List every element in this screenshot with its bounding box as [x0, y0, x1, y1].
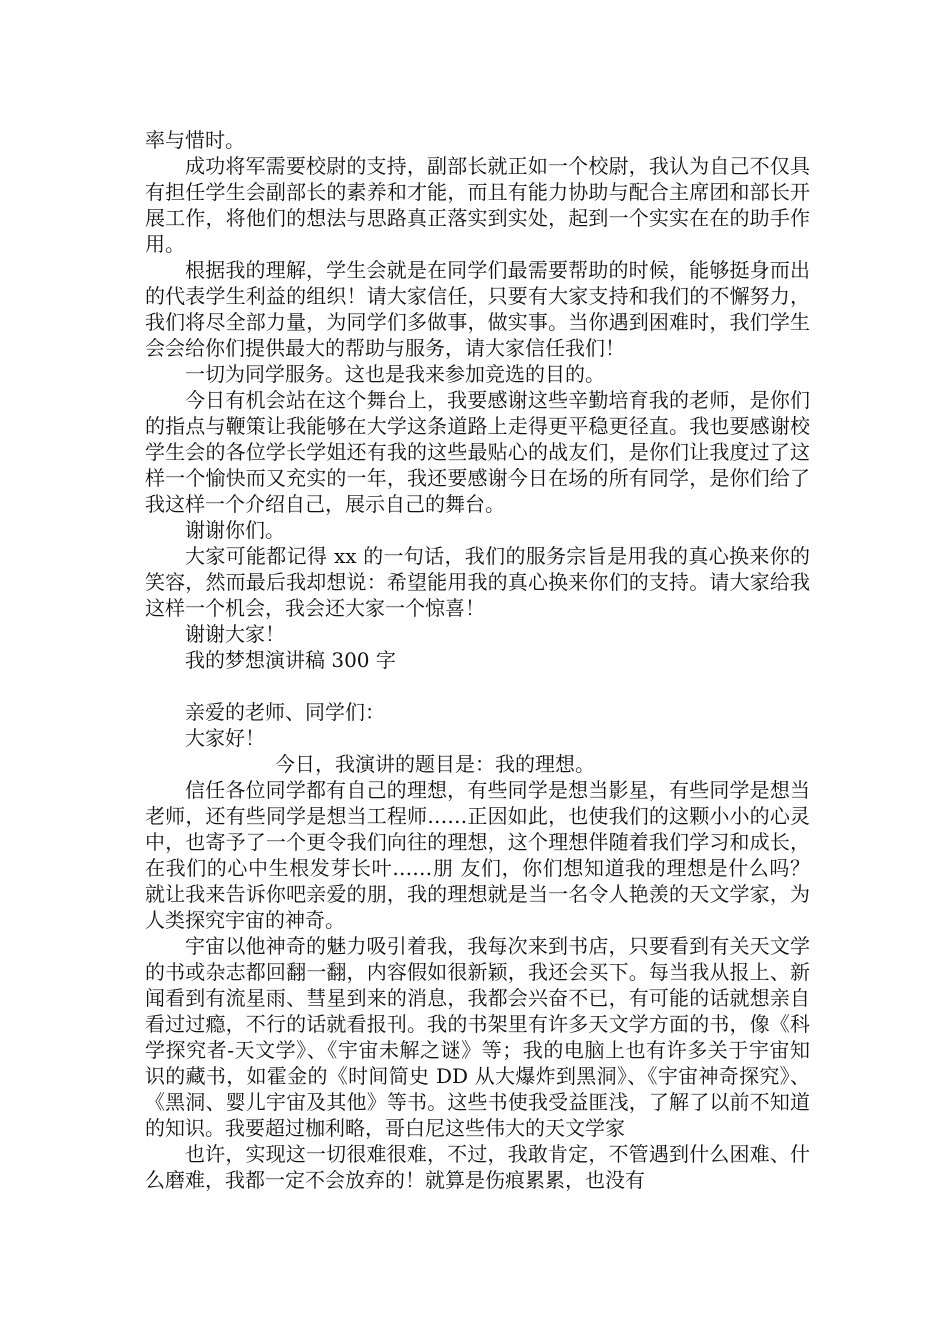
- paragraph-ideals: 信任各位同学都有自己的理想，有些同学是想当影星，有些同学是想当老师，还有些同学是想当工程师……正因如此，也使我们的这颗小小的心灵中，也寄予了一个更令我们向往的理想，这个理想伴随着我们学习和成长，在我们的心中生根发芽长叶……朋 友们，你们想知道我的理想是什么吗？就让我来告诉你吧亲爱的朋，我的理想就是当一名令人艳羡的天文学家，为人类探究宇宙的神奇。: [145, 778, 810, 932]
- speech-topic: 今日，我演讲的题目是：我的理想。: [275, 752, 595, 776]
- paragraph-thank-everyone: 谢谢大家！: [185, 622, 285, 646]
- paragraph-thank-you: 谢谢你们。: [185, 518, 285, 542]
- section-title: 我的梦想演讲稿 300 字: [185, 648, 396, 672]
- document-body: [145, 127, 810, 1193]
- paragraph-service-motto: 大家可能都记得 xx 的一句话，我们的服务宗旨是用我的真心换来你的笑容，然而最后我却想说：希望能用我的真心换来你们的支持。请大家给我这样一个机会，我会还大家一个惊喜！: [145, 544, 810, 620]
- paragraph-continuation: 率与惜时。: [145, 128, 245, 152]
- paragraph-thanks-teachers: 今日有机会站在这个舞台上，我要感谢这些辛勤培育我的老师，是你们的指点与鞭策让我能够在大学这条道路上走得更平稳更径直。我也要感谢校学生会的各位学长学姐还有我的这些最贴心的战友们，是你们让我度过了这样一个愉快而又充实的一年，我还要感谢今日在场的所有同学，是你们给了我这样一个介绍自己，展示自己的舞台。: [145, 388, 810, 516]
- paragraph-student-union: 根据我的理解，学生会就是在同学们最需要帮助的时候，能够挺身而出的代表学生利益的组织！请大家信任，只要有大家支持和我们的不懈努力，我们将尽全部力量，为同学们多做事，做实事。当你遇到困难时，我们学生会会给你们提供最大的帮助与服务，请大家信任我们！: [145, 258, 810, 360]
- blank-line: [145, 673, 810, 699]
- paragraph-purpose: 一切为同学服务。这也是我来参加竞选的目的。: [185, 362, 605, 386]
- greeting: 大家好！: [185, 726, 265, 750]
- salutation: 亲爱的老师、同学们：: [185, 700, 385, 724]
- paragraph-assistant-role: 成功将军需要校尉的支持，副部长就正如一个校尉，我认为自己不仅具有担任学生会副部长的素养和才能，而且有能力协助与配合主席团和部长开展工作，将他们的想法与思路真正落实到实处，起到一个实实在在的助手作用。: [145, 154, 810, 256]
- paragraph-perseverance: 也许，实现这一切很难很难，不过，我敢肯定，不管遇到什么困难、什么磨难，我都一定不会放弃的！就算是伤痕累累，也没有: [145, 1142, 810, 1192]
- paragraph-astronomy-books: 宇宙以他神奇的魅力吸引着我，我每次来到书店，只要看到有关天文学的书或杂志都回翻一翻，内容假如很新颖，我还会买下。每当我从报上、新闻看到有流星雨、彗星到来的消息，我都会兴奋不已，有可能的话就想亲自看过过瘾，不行的话就看报刊。我的书架里有许多天文学方面的书，像《科学探究者-天文学》、《宇宙未解之谜》等；我的电脑上也有许多关于宇宙知识的藏书，如霍金的《时间简史 DD 从大爆炸到黑洞》、《宇宙神奇探究》、《黑洞、婴儿宇宙及其他》等书。这些书使我受益匪浅，了解了以前不知道的知识。我要超过枷利略，哥白尼这些伟大的天文学家: [145, 934, 810, 1140]
